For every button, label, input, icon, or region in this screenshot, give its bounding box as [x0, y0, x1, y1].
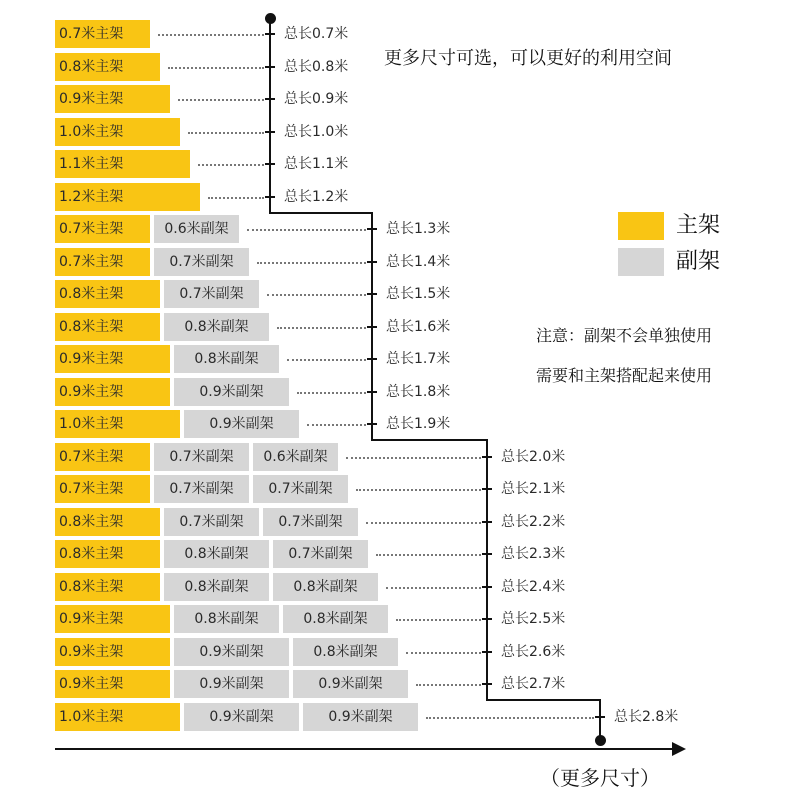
- main-frame-segment: 0.9米主架: [55, 670, 170, 698]
- main-frame-segment: 0.8米主架: [55, 540, 160, 568]
- total-length-label: 总长0.7米: [284, 26, 349, 42]
- total-length-label: 总长0.9米: [284, 91, 349, 107]
- main-frame-segment: 1.2米主架: [55, 183, 200, 211]
- sub-frame-segment: 0.9米副架: [184, 410, 299, 438]
- main-frame-segment: 0.9米主架: [55, 378, 170, 406]
- sub-frame-segment: 0.8米副架: [293, 638, 398, 666]
- leader-line: [247, 229, 366, 231]
- sub-frame-segment: 0.6米副架: [154, 215, 239, 243]
- total-length-label: 总长0.8米: [284, 58, 349, 75]
- main-frame-segment: 1.0米主架: [55, 703, 180, 731]
- sub-frame-segment: 0.7米副架: [154, 248, 249, 276]
- total-length-label: 总长1.5米: [386, 286, 451, 302]
- total-length-label: 总长1.3米: [386, 221, 451, 237]
- main-frame-segment: 0.9米主架: [55, 605, 170, 633]
- leader-line: [376, 554, 481, 556]
- leader-line: [416, 684, 481, 686]
- main-frame-segment: 0.8米主架: [55, 573, 160, 601]
- total-length-label: 总长1.7米: [386, 351, 451, 367]
- stair-vertical: [371, 213, 373, 441]
- leader-line: [297, 392, 366, 394]
- total-length-label: 总长2.5米: [501, 611, 566, 627]
- sub-frame-segment: 0.9米副架: [174, 670, 289, 698]
- sub-frame-segment: 0.9米副架: [174, 378, 289, 406]
- leader-line: [356, 489, 481, 491]
- stair-end-dot: [595, 735, 606, 746]
- legend-main-swatch: [618, 212, 664, 240]
- leader-line: [386, 587, 481, 589]
- legend-sub-swatch: [618, 248, 664, 276]
- sub-frame-segment: 0.8米副架: [164, 540, 269, 568]
- leader-line: [396, 619, 481, 621]
- leader-line: [307, 424, 366, 426]
- leader-line: [188, 132, 264, 134]
- main-frame-segment: 0.8米主架: [55, 53, 160, 81]
- total-length-label: 总长2.7米: [501, 676, 566, 692]
- sub-frame-segment: 0.6米副架: [253, 443, 338, 471]
- main-frame-segment: 0.9米主架: [55, 345, 170, 373]
- total-length-label: 总长1.0米: [284, 123, 349, 140]
- sub-frame-segment: 0.7米副架: [253, 475, 348, 503]
- legend-sub-label: 副架: [676, 249, 721, 274]
- note-line-1: 注意：副架不会单独使用: [536, 326, 713, 345]
- main-frame-segment: 1.1米主架: [55, 150, 190, 178]
- sub-frame-segment: 0.7米副架: [154, 475, 249, 503]
- sub-frame-segment: 0.7米副架: [164, 280, 259, 308]
- legend-main-label: 主架: [676, 213, 721, 238]
- total-length-label: 总长2.0米: [501, 448, 566, 465]
- main-frame-segment: 0.7米主架: [55, 248, 150, 276]
- x-axis-label: （更多尺寸）: [540, 766, 660, 790]
- leader-line: [158, 34, 264, 36]
- sub-frame-segment: 0.9米副架: [293, 670, 408, 698]
- total-length-label: 总长1.1米: [284, 156, 349, 172]
- main-frame-segment: 1.0米主架: [55, 118, 180, 146]
- main-frame-segment: 0.8米主架: [55, 508, 160, 536]
- main-frame-segment: 0.8米主架: [55, 280, 160, 308]
- leader-line: [198, 164, 264, 166]
- leader-line: [257, 262, 366, 264]
- stair-horizontal: [371, 439, 488, 441]
- leader-line: [406, 652, 481, 654]
- main-frame-segment: 0.8米主架: [55, 313, 160, 341]
- sub-frame-segment: 0.7米副架: [154, 443, 249, 471]
- sub-frame-segment: 0.8米副架: [174, 605, 279, 633]
- header-text: 更多尺寸可选，可以更好的利用空间: [384, 48, 672, 69]
- sub-frame-segment: 0.7米副架: [263, 508, 358, 536]
- main-frame-segment: 0.7米主架: [55, 20, 150, 48]
- stair-horizontal: [269, 212, 373, 214]
- total-length-label: 总长1.6米: [386, 318, 451, 335]
- sub-frame-segment: 0.7米副架: [273, 540, 368, 568]
- main-frame-segment: 0.7米主架: [55, 215, 150, 243]
- total-length-label: 总长2.3米: [501, 546, 566, 562]
- total-length-label: 总长2.6米: [501, 643, 566, 660]
- total-length-label: 总长1.4米: [386, 253, 451, 270]
- sub-frame-segment: 0.7米副架: [164, 508, 259, 536]
- leader-line: [346, 457, 481, 459]
- main-frame-segment: 0.9米主架: [55, 638, 170, 666]
- main-frame-segment: 0.7米主架: [55, 443, 150, 471]
- leader-line: [267, 294, 366, 296]
- sub-frame-segment: 0.8米副架: [164, 573, 269, 601]
- sub-frame-segment: 0.9米副架: [184, 703, 299, 731]
- leader-line: [168, 67, 264, 69]
- total-length-label: 总长2.8米: [614, 708, 679, 725]
- leader-line: [426, 717, 594, 719]
- main-frame-segment: 0.7米主架: [55, 475, 150, 503]
- total-length-label: 总长1.8米: [386, 383, 451, 400]
- x-axis-arrow-icon: [672, 742, 686, 756]
- main-frame-segment: 1.0米主架: [55, 410, 180, 438]
- total-length-label: 总长1.2米: [284, 188, 349, 205]
- total-length-label: 总长2.2米: [501, 513, 566, 530]
- x-axis: [55, 748, 675, 750]
- total-length-label: 总长1.9米: [386, 416, 451, 432]
- sub-frame-segment: 0.9米副架: [303, 703, 418, 731]
- sub-frame-segment: 0.8米副架: [164, 313, 269, 341]
- total-length-label: 总长2.4米: [501, 578, 566, 595]
- stair-vertical: [269, 18, 271, 213]
- leader-line: [208, 197, 264, 199]
- main-frame-segment: 0.9米主架: [55, 85, 170, 113]
- leader-line: [287, 359, 366, 361]
- leader-line: [366, 522, 481, 524]
- stair-vertical: [486, 440, 488, 700]
- note-line-2: 需要和主架搭配起来使用: [536, 366, 713, 385]
- leader-line: [277, 327, 366, 329]
- stair-horizontal: [486, 699, 601, 701]
- sub-frame-segment: 0.8米副架: [273, 573, 378, 601]
- total-length-label: 总长2.1米: [501, 481, 566, 497]
- sub-frame-segment: 0.8米副架: [283, 605, 388, 633]
- leader-line: [178, 99, 264, 101]
- sub-frame-segment: 0.9米副架: [174, 638, 289, 666]
- sub-frame-segment: 0.8米副架: [174, 345, 279, 373]
